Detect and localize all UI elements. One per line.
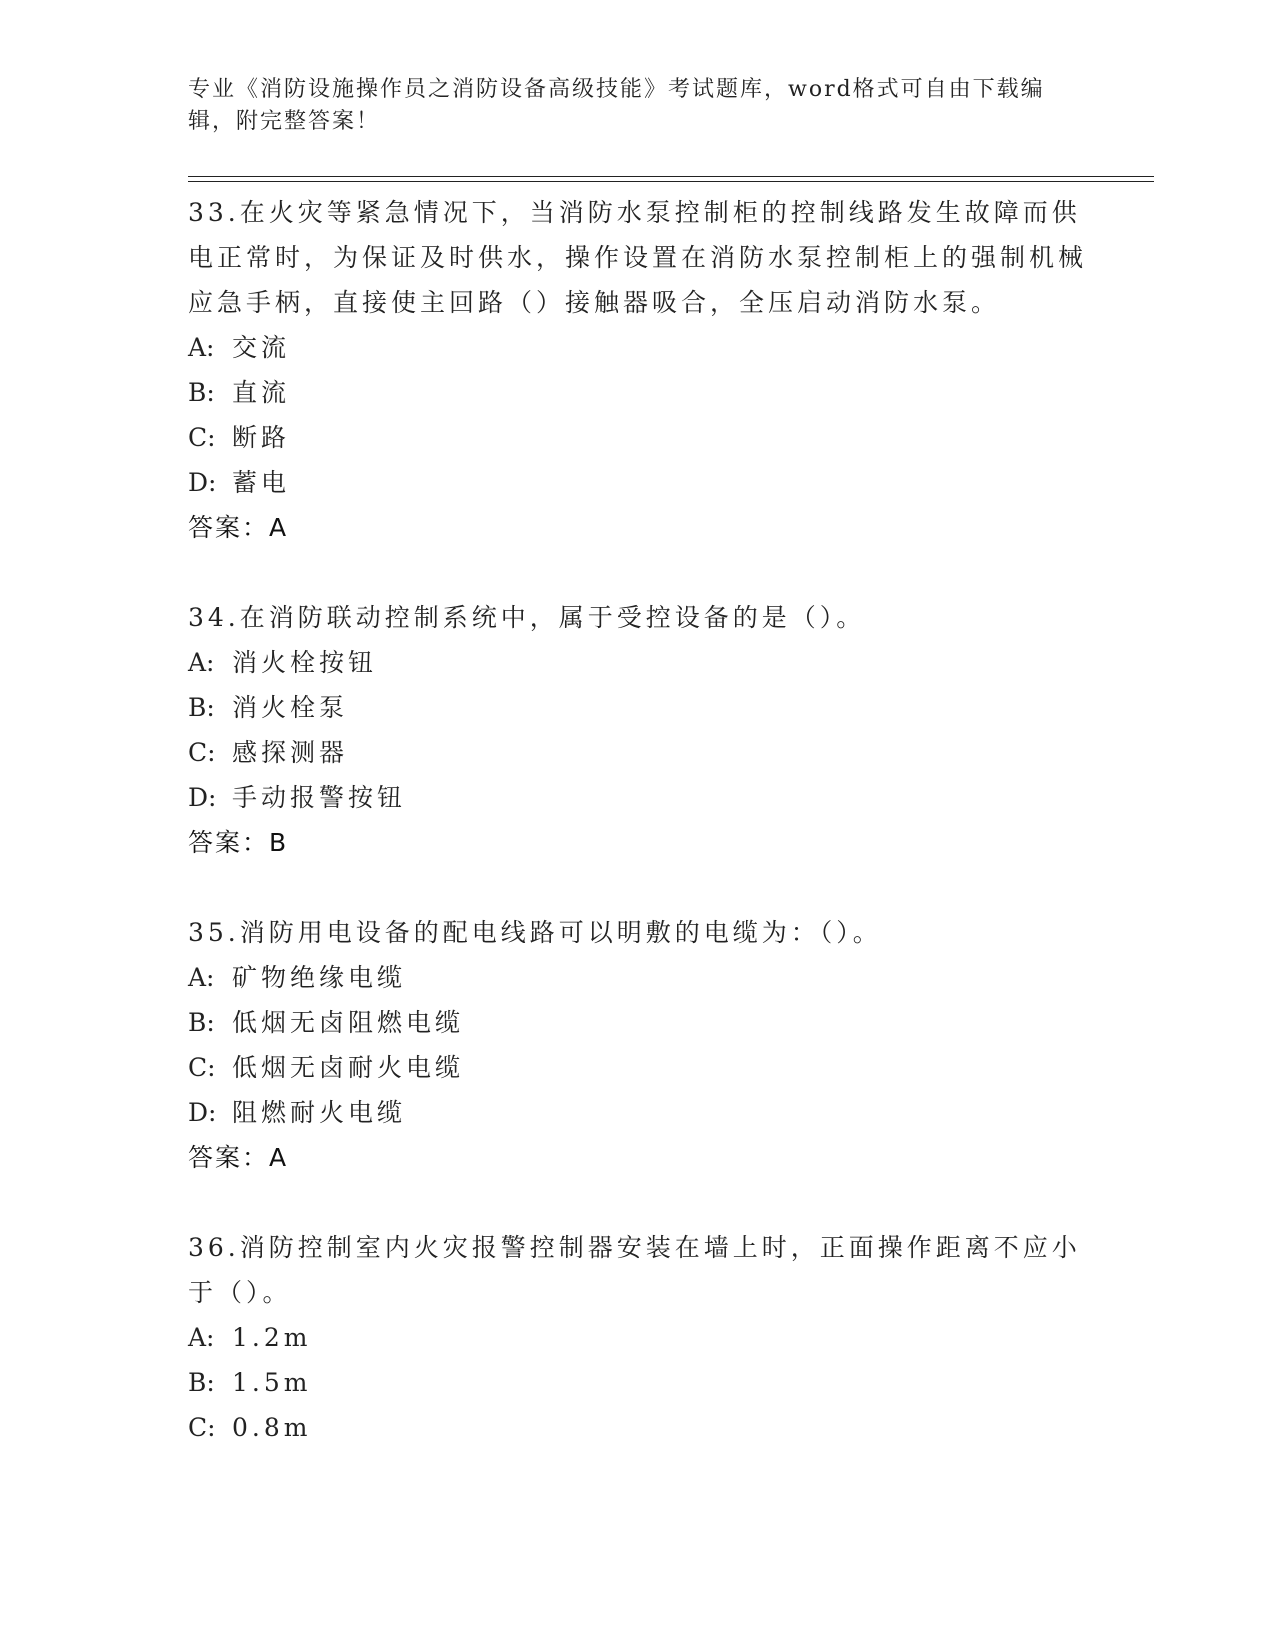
option-text: 1.2m bbox=[232, 1323, 312, 1352]
question-spacer bbox=[188, 550, 1088, 595]
option-text: 感探测器 bbox=[232, 738, 349, 767]
option-text: 低烟无卤耐火电缆 bbox=[232, 1053, 465, 1082]
option-text: 手动报警按钮 bbox=[232, 783, 407, 812]
option-text: 消火栓泵 bbox=[232, 693, 349, 722]
question-33 bbox=[188, 190, 1088, 550]
option-letter: A: bbox=[188, 963, 215, 992]
option-c bbox=[188, 1045, 1088, 1090]
document-header: 专业《消防设施操作员之消防设备高级技能》考试题库，word格式可自由下载编辑，附完整答案！ bbox=[188, 77, 1045, 134]
option-letter: B: bbox=[188, 378, 215, 407]
option-letter: C: bbox=[188, 1413, 216, 1442]
question-stem: 35.消防用电设备的配电线路可以明敷的电缆为：（）。 bbox=[188, 918, 882, 947]
option-c bbox=[188, 415, 1088, 460]
option-letter: C: bbox=[188, 423, 216, 452]
question-34 bbox=[188, 595, 1088, 865]
option-letter: A: bbox=[188, 648, 215, 677]
header-divider-top bbox=[188, 176, 1154, 177]
option-text: 1.5m bbox=[232, 1368, 312, 1397]
option-letter: A: bbox=[188, 1323, 215, 1352]
option-text: 0.8m bbox=[232, 1413, 312, 1442]
question-spacer bbox=[188, 865, 1088, 910]
question-stem: 36.消防控制室内火灾报警控制器安装在墙上时，正面操作距离不应小于（）。 bbox=[188, 1233, 1081, 1307]
option-a bbox=[188, 640, 1088, 685]
option-d bbox=[188, 460, 1088, 505]
option-a bbox=[188, 325, 1088, 370]
question-36 bbox=[188, 1225, 1088, 1450]
option-c bbox=[188, 730, 1088, 775]
answer-line: 答案：A bbox=[188, 1143, 289, 1172]
option-b bbox=[188, 1000, 1088, 1045]
option-b bbox=[188, 370, 1088, 415]
header-divider-bottom bbox=[188, 181, 1154, 182]
option-a bbox=[188, 1315, 1088, 1360]
option-text: 蓄电 bbox=[232, 468, 291, 497]
option-letter: A: bbox=[188, 333, 215, 362]
answer-line: 答案：A bbox=[188, 513, 289, 542]
option-letter: C: bbox=[188, 1053, 216, 1082]
option-a bbox=[188, 955, 1088, 1000]
question-list bbox=[188, 190, 1088, 1450]
option-d bbox=[188, 1090, 1088, 1135]
question-spacer bbox=[188, 1180, 1088, 1225]
option-text: 矿物绝缘电缆 bbox=[232, 963, 407, 992]
question-35 bbox=[188, 910, 1088, 1180]
question-stem: 33.在火灾等紧急情况下，当消防水泵控制柜的控制线路发生故障而供电正常时，为保证及时供水，操作设置在消防水泵控制柜上的强制机械应急手柄，直接使主回路（）接触器吸合，全压启动消防水泵。 bbox=[188, 198, 1088, 317]
option-text: 低烟无卤阻燃电缆 bbox=[232, 1008, 465, 1037]
option-b bbox=[188, 685, 1088, 730]
option-letter: B: bbox=[188, 1008, 215, 1037]
answer-line: 答案：B bbox=[188, 828, 289, 857]
option-letter: B: bbox=[188, 1368, 215, 1397]
option-d bbox=[188, 775, 1088, 820]
option-text: 直流 bbox=[232, 378, 291, 407]
option-text: 交流 bbox=[232, 333, 291, 362]
option-text: 阻燃耐火电缆 bbox=[232, 1098, 407, 1127]
option-letter: B: bbox=[188, 693, 215, 722]
option-b bbox=[188, 1360, 1088, 1405]
option-text: 消火栓按钮 bbox=[232, 648, 378, 677]
option-letter: D: bbox=[188, 468, 217, 497]
option-letter: D: bbox=[188, 783, 217, 812]
option-c bbox=[188, 1405, 1088, 1450]
option-letter: C: bbox=[188, 738, 216, 767]
option-letter: D: bbox=[188, 1098, 217, 1127]
question-stem: 34.在消防联动控制系统中，属于受控设备的是（）。 bbox=[188, 603, 866, 632]
option-text: 断路 bbox=[232, 423, 291, 452]
